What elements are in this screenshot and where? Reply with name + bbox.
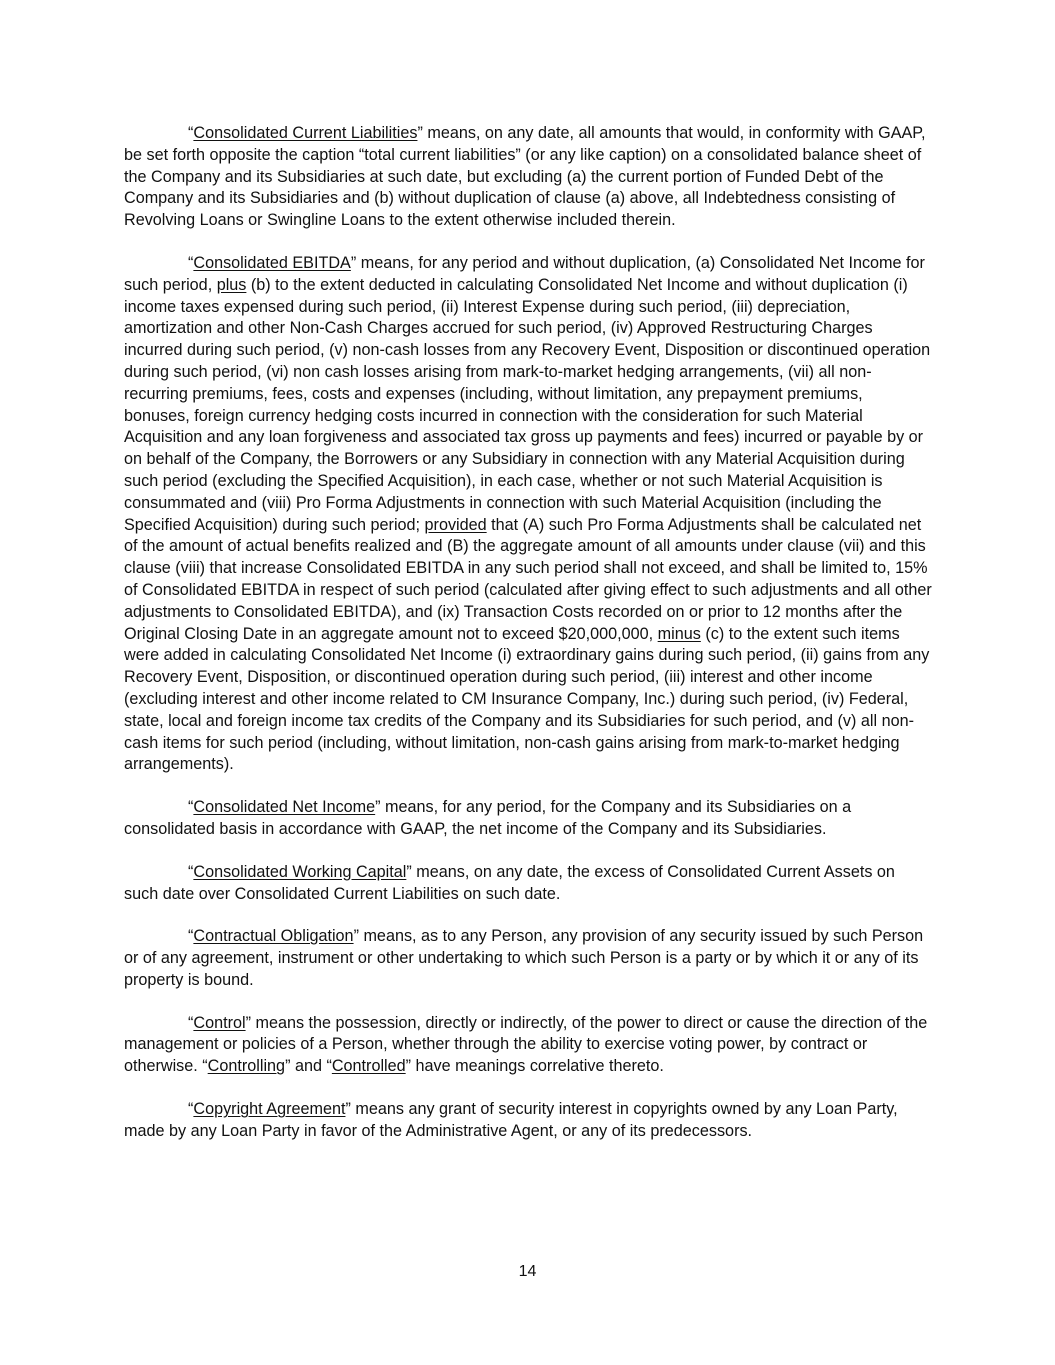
defined-term: Consolidated Current Liabilities xyxy=(193,124,418,142)
segment: ” and “ xyxy=(285,1057,332,1076)
definition-control xyxy=(124,1013,932,1078)
segment: ” means the possession, directly or indirectly, of the power to direct or cause the direction of the management or policies of a Person, whether through the ability to exercise voting power, by contract or otherwise. “ xyxy=(124,1013,928,1076)
definition-consolidated-net-income xyxy=(124,797,932,841)
segment: “ xyxy=(188,798,194,817)
definition-consolidated-current-liabilities xyxy=(124,123,932,232)
defined-term-controlled: Controlled xyxy=(331,1057,406,1076)
defined-term: Consolidated Net Income xyxy=(193,798,376,817)
defined-term: Control xyxy=(193,1013,246,1032)
segment: “ xyxy=(188,927,194,946)
defined-term: Consolidated Working Capital xyxy=(193,862,407,881)
definition-contractual-obligation xyxy=(124,926,932,991)
defined-term: Contractual Obligation xyxy=(193,927,354,946)
segment: “ xyxy=(188,124,194,142)
emphasis-minus: minus xyxy=(657,624,701,643)
segment: (c) to the extent such items were added in calculating Consolidated Net Income (i) extraordinary gains during such period, (ii) gains from any Recovery Event, Disposition, or discontinued operation during such period, (iii) interest and other income (excluding interest and other income related to CM Insurance Company, Inc.) during such period, (iv) Federal, state, local and foreign income tax credits of the Company and its Subsidiaries for such period, and (v) all non-cash items for such period (including, without limitation, non-cash gains arising from mark-to-market hedging arrangements). xyxy=(124,624,930,774)
emphasis-plus: plus xyxy=(216,275,247,294)
definition-copyright-agreement xyxy=(124,1099,932,1143)
defined-term: Consolidated EBITDA xyxy=(193,253,351,272)
defined-term: Copyright Agreement xyxy=(193,1100,346,1119)
segment: that (A) such Pro Forma Adjustments shall be calculated net of the amount of actual benefits realized and (B) the aggregate amount of all amounts under clause (vii) and this clause (viii) that increase Consolidated EBITDA in any such period shall not exceed, and shall be limited to, 15% of Consolidated EBITDA in respect of such period (calculated after giving effect to such adjustments and all other adjustments to Consolidated EBITDA), and (ix) Transaction Costs recorded on or prior to 12 months after the Original Closing Date in an aggregate amount not to exceed $20,000,000, xyxy=(124,515,932,643)
segment: “ xyxy=(188,1013,194,1032)
segment: ” means, as to any Person, any provision of any security issued by such Person or of any agreement, instrument or other undertaking to which such Person is a party or by which it or any of its property is bound. xyxy=(124,927,924,989)
segment: ” means, on any date, the excess of Consolidated Current Assets on such date over Consolidated Current Liabilities on such date. xyxy=(124,862,895,903)
emphasis-provided: provided xyxy=(424,515,487,534)
document-body xyxy=(124,123,932,1164)
defined-term-controlling: Controlling xyxy=(207,1057,286,1076)
definition-consolidated-ebitda xyxy=(124,253,932,776)
segment: “ xyxy=(188,253,194,272)
segment: ” means, for any period and without duplication, (a) Consolidated Net Income for such period, xyxy=(124,253,925,294)
segment: “ xyxy=(188,1100,194,1119)
definition-consolidated-working-capital xyxy=(124,862,932,906)
segment: (b) to the extent deducted in calculating Consolidated Net Income and without duplication (i) income taxes expensed during such period, (ii) Interest Expense during such period, (iii) depreciation, amortization and other Non-Cash Charges accrued for such period, (iv) Approved Restructuring Charges incurred during such period, (v) non-cash losses from any Recovery Event, Disposition or discontinued operation during such period, (vi) non cash losses arising from mark-to-market hedging arrangements, (vii) all non-recurring premiums, fees, costs and expenses (including, without limitation, any prepayment premiums, bonuses, foreign currency hedging costs incurred in connection with the consideration for such Material Acquisition and any loan forgiveness and associated tax gross up payments and fees) incurred or payable by or on behalf of the Company, the Borrowers or any Subsidiary in connection with any Material Acquisition during such period (excluding the Specified Acquisition), in each case, whether or not such Material Acquisition is consummated and (viii) Pro Forma Adjustments in connection with such Material Acquisition (including the Specified Acquisition) during such period; xyxy=(124,275,931,534)
segment: ” means, for any period, for the Company and its Subsidiaries on a consolidated basis in accordance with GAAP, the net income of the Company and its Subsidiaries. xyxy=(124,798,852,838)
segment: ” have meanings correlative thereto. xyxy=(405,1057,664,1076)
segment: ” means, on any date, all amounts that would, in conformity with GAAP, be set forth opposite the caption “total current liabilities” (or any like caption) on a consolidated balance sheet of the Company and its Subsidiaries at such date, but excluding (a) the current portion of Funded Debt of the Company and its Subsidiaries and (b) without duplication of clause (a) above, all Indebtedness consisting of Revolving Loans or Swingline Loans to the extent otherwise included therein. xyxy=(124,124,926,230)
segment: “ xyxy=(188,862,194,881)
segment: ” means any grant of security interest in copyrights owned by any Loan Party, made by any Loan Party in favor of the Administrative Agent, or any of its predecessors. xyxy=(124,1100,898,1140)
page-number: 14 xyxy=(518,1263,537,1280)
